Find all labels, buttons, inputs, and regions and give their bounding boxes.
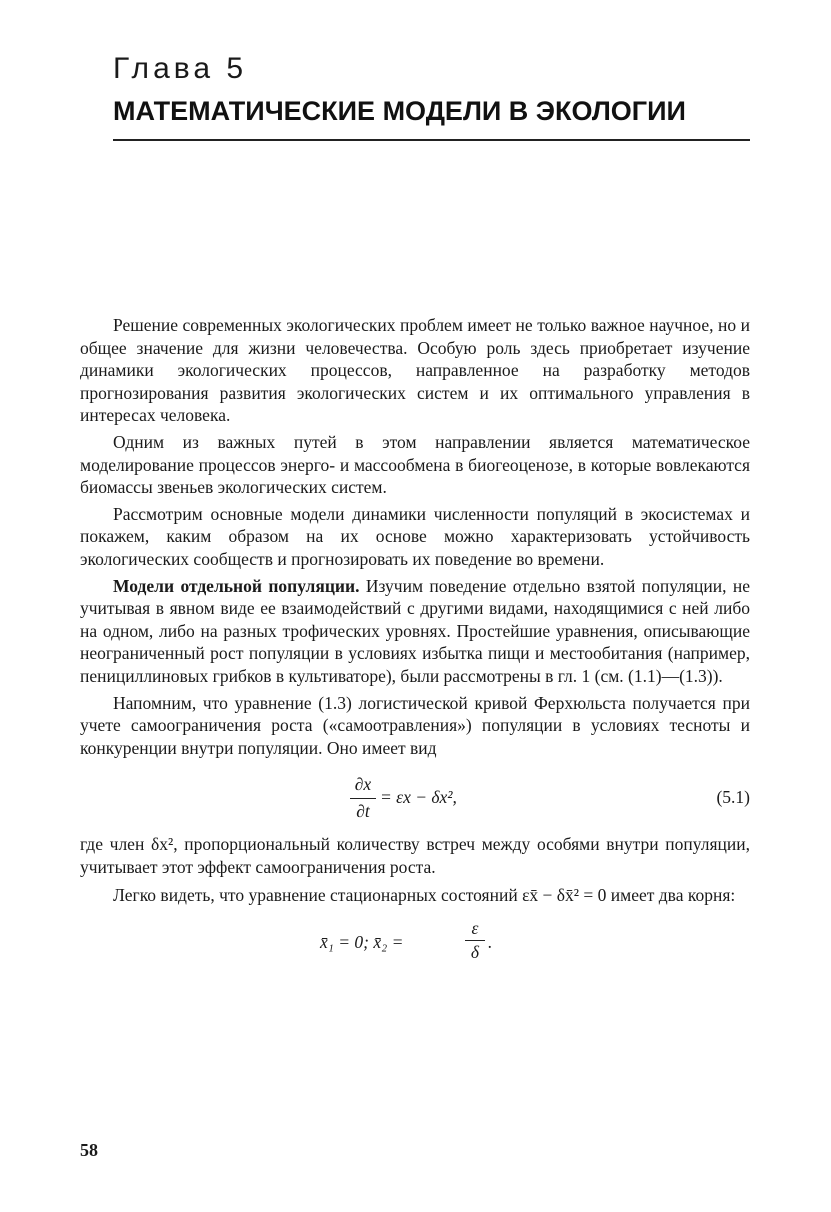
paragraph-3: Рассмотрим основные модели динамики численности популяций в экосистемах и покажем, каким образом на их основе можно характеризовать устойчивость экологических сообществ и прогнозировать их поведение во времени. <box>80 503 750 569</box>
equation-denominator: ∂t <box>356 800 370 821</box>
roots-denominator: δ <box>470 941 480 962</box>
page-number: 58 <box>80 1140 98 1160</box>
paragraph-5: Напомним, что уравнение (1.3) логистической кривой Ферхюльста получается при учете самоограничения роста («самоотравления») популяции в условиях тесноты и конкуренции внутри популяции. Оно имеет вид <box>80 692 750 758</box>
equation-number: (5.1) <box>716 787 750 808</box>
paragraph-6: где член δx², пропорциональный количеству встреч между особями внутри популяции, учитывает этот эффект самоограничения роста. <box>80 834 750 877</box>
roots-end: . <box>488 932 493 953</box>
paragraph-4 <box>80 575 750 688</box>
equation-rhs: = εx − δx², <box>380 787 457 808</box>
roots-numerator: ε <box>465 917 485 941</box>
paragraph-7: Легко видеть, что уравнение стационарных состояний εx̄ − δx̄² = 0 имеет два корня: <box>113 885 736 906</box>
body-text <box>80 314 750 971</box>
title-rule <box>113 139 750 141</box>
equation-numerator: ∂x <box>350 773 376 799</box>
chapter-label: Глава 5 <box>113 52 248 85</box>
roots-fraction <box>465 917 485 963</box>
chapter-title: МАТЕМАТИЧЕСКИЕ МОДЕЛИ В ЭКОЛОГИИ <box>113 96 686 126</box>
roots-first: x̄₁ = 0; x̄₂ = <box>320 932 404 953</box>
equation-fraction <box>350 773 376 822</box>
paragraph-4-text: Изучим поведение отдельно взятой популяции, не учитывая в явном виде ее взаимодействий с другими видами, находящимися с ней либо на одном, либо на разных трофических уровнях. Простейшие уравнения, описывающие неограниченный рост популяции в условиях избытка пищи и местообитания (например, пенициллиновых грибков в культиваторе), были рассмотрены в гл. 1 (см. (1.1)—(1.3)). <box>80 575 750 686</box>
section-heading: Модели отдельной популяции. <box>113 575 360 596</box>
paragraph-1: Решение современных экологических проблем имеет не только важное научное, но и общее значение для жизни человечества. Особую роль здесь приобретает изучение динамики экологических процессов, направленное на разработку методов прогнозирования развития экологических систем и их оптимального управления в интересах человека. <box>80 315 750 426</box>
paragraph-2: Одним из важных путей в этом направлении является математическое моделирование процессов энерго- и массообмена в биогеоценозе, в которые вовлекаются биомассы звеньев экологических систем. <box>80 431 750 498</box>
roots-formula <box>80 911 750 971</box>
equation-5-1 <box>80 763 750 833</box>
